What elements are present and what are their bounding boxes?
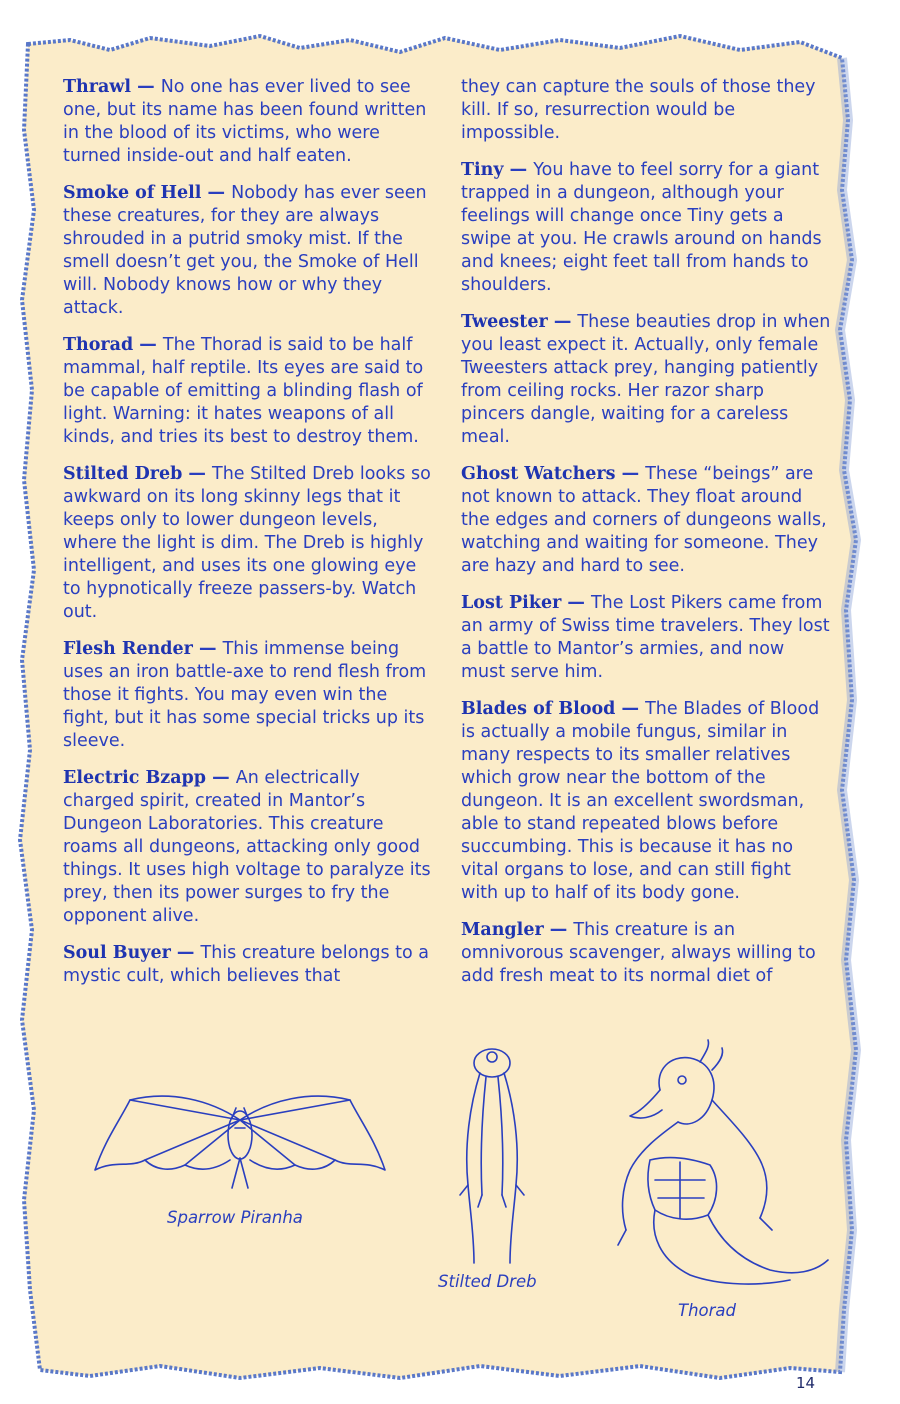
creature-description: The Blades of Blood is actually a mobile fungus, similar in many respects to its smaller relatives which grow near the bottom of the dungeon. It is an excellent swordsman, able to stand repeated blows before succumbing. This is because it has no vital organs to lose, and can still fight with up to half of its body gone. <box>461 699 820 903</box>
page-number: 14 <box>796 1374 816 1392</box>
creature-entry <box>63 334 433 449</box>
creature-name: Tweester <box>461 312 548 332</box>
creature-entry <box>63 463 433 624</box>
creature-name: Smoke of Hell <box>63 183 202 203</box>
creature-description: The Stilted Dreb looks so awkward on its long skinny legs that it keeps only to lower dungeon levels, where the light is dim. The Dreb is highly intelligent, and uses its one glowing eye to hypnotically freeze passers-by. Watch out. <box>63 464 431 622</box>
right-text-column <box>461 76 831 1002</box>
creature-name: Electric Bzapp <box>63 768 207 788</box>
creature-description: This creature belongs to a mystic cult, which believes that <box>63 943 430 986</box>
creature-description: No one has ever lived to see one, but its name has been found written in the blood of its victims, who were turned inside-out and half eaten. <box>63 77 427 166</box>
creature-entry <box>63 182 433 320</box>
creature-description: Nobody has ever seen these creatures, for they are always shrouded in a putrid smoky mist. If the smell doesn’t get you, the Smoke of Hell will. Nobody knows how or why they attack. <box>63 183 427 318</box>
stilted-dreb-illustration <box>452 1035 532 1265</box>
name-separator: — <box>615 464 646 484</box>
name-separator: — <box>615 699 646 719</box>
creature-name: Ghost Watchers <box>461 464 616 484</box>
creature-description: An electrically charged spirit, created in Mantor’s Dungeon Laboratories. This creature roams all dungeons, attacking only good things. It uses high voltage to paralyze its prey, then its power surges to fry the opponent alive. <box>63 768 431 926</box>
name-separator: — <box>182 464 213 484</box>
creature-entry <box>63 767 433 928</box>
creature-name: Tiny <box>461 160 504 180</box>
creature-entry <box>461 592 831 684</box>
creature-description: The Lost Pikers came from an army of Swiss time travelers. They lost a battle to Mantor’s armies, and now must serve him. <box>461 593 830 682</box>
sparrow-piranha-caption: Sparrow Piranha <box>167 1208 303 1227</box>
creature-description: This creature is an omnivorous scavenger, always willing to add fresh meat to its normal diet of <box>461 920 816 986</box>
name-separator: — <box>170 943 201 963</box>
creature-name: Flesh Render <box>63 639 193 659</box>
creature-description: These beauties drop in when you least expect it. Actually, only female Tweesters attack prey, hanging patiently from ceiling rocks. Her razor sharp pincers dangle, waiting for a careless meal. <box>461 312 831 447</box>
creature-entry <box>461 311 831 449</box>
name-separator: — <box>133 335 163 355</box>
name-separator: — <box>131 77 161 97</box>
creature-description: These “beings” are not known to attack. They float around the edges and corners of dungeons walls, watching and waiting for someone. They are hazy and hard to see. <box>461 464 827 576</box>
creature-name: Soul Buyer <box>63 943 171 963</box>
creature-entry <box>63 76 433 168</box>
name-separator: — <box>503 160 534 180</box>
name-separator: — <box>561 593 591 613</box>
creature-entry <box>461 463 831 578</box>
continued-text: they can capture the souls of those they kill. If so, resurrection would be impossible. <box>461 77 816 143</box>
creature-name: Blades of Blood <box>461 699 616 719</box>
name-separator: — <box>547 312 578 332</box>
left-text-column <box>63 76 433 1002</box>
name-separator: — <box>206 768 236 788</box>
creature-entry <box>63 942 433 988</box>
creature-description: This immense being uses an iron battle-axe to rend flesh from those it fights. You may even win the fight, but it has some special tricks up its sleeve. <box>63 639 427 751</box>
name-separator: — <box>192 639 223 659</box>
sparrow-piranha-illustration <box>90 1080 390 1200</box>
creature-entry <box>461 919 831 988</box>
creature-description: The Thorad is said to be half mammal, half reptile. Its eyes are said to be capable of emitting a blinding flash of light. Warning: it hates weapons of all kinds, and tries its best to destroy them. <box>63 335 424 447</box>
creature-name: Lost Piker <box>461 593 562 613</box>
thorad-caption: Thorad <box>678 1301 736 1320</box>
creature-name: Mangler <box>461 920 544 940</box>
creature-name: Stilted Dreb <box>63 464 183 484</box>
name-separator: — <box>543 920 574 940</box>
stilted-dreb-caption: Stilted Dreb <box>438 1272 537 1291</box>
creature-entry <box>461 159 831 297</box>
creature-entry <box>63 638 433 753</box>
creature-description: You have to feel sorry for a giant trapped in a dungeon, although your feelings will change once Tiny gets a swipe at you. He crawls around on hands and knees; eight feet tall from hands to shoulders. <box>461 160 822 295</box>
creature-name: Thrawl <box>63 77 132 97</box>
thorad-illustration <box>600 1040 830 1290</box>
creature-name: Thorad <box>63 335 134 355</box>
name-separator: — <box>201 183 232 203</box>
creature-entry <box>461 698 831 905</box>
